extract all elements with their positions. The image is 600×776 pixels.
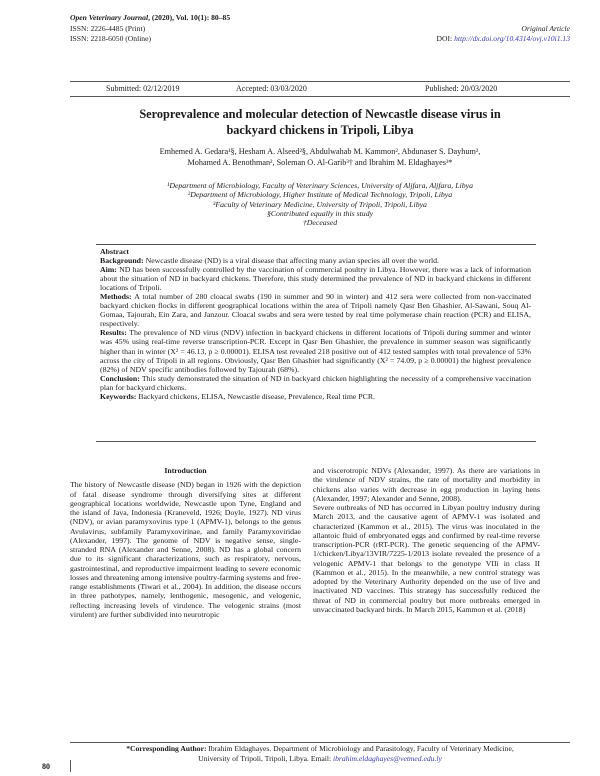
title-line-1: Seroprevalence and molecular detection of Newcastle disease virus in bbox=[139, 107, 501, 121]
journal-citation bbox=[70, 13, 230, 23]
authors-line-1: Emhemed A. Gedara¹§, Hesham A. Alseed²§, Abdulwahab M. Kammon², Abdunaser S. Dayhum², bbox=[159, 147, 481, 156]
deceased-note: †Deceased bbox=[302, 218, 338, 228]
published-date: Published: 20/03/2020 bbox=[425, 84, 498, 93]
affiliations bbox=[70, 181, 570, 227]
issn-online: ISSN: 2218-6050 (Online) bbox=[70, 34, 151, 43]
abstract-results: Results: The prevalence of ND virus (NDV) infection in backyard chickens in different locations of Tripoli during summer and winter was 45% using real-time reverse transcription-PCR. Except in Qasr Ben Ghashier, the prevalence in summer season was significantly higher than in winter (X² = 46.13, p ≥ 0.00001). ELISA test revealed 218 positive out of 412 tested samples with total prevalence of 53% across the city of Tripoli in all regions. Obviously, Qasr Ben Ghashier had significantly (X² = 74.09, p ≥ 0.00001) the highest prevalence (82%) of NDV specific antibodies followed by Tajourah (68%). bbox=[100, 328, 531, 374]
contribution-note: §Contributed equally in this study bbox=[266, 208, 374, 218]
affiliation-3: ³Faculty of Veterinary Medicine, University of Tripoli, Tripoli, Libya bbox=[213, 199, 427, 209]
title-line-2: backyard chickens in Tripoli, Libya bbox=[226, 123, 414, 137]
doi bbox=[437, 34, 570, 44]
abstract-aim: Aim: ND has been successfully controlled by the vaccination of commercial poultry in Libya. However, there was a lack of information about the situation of ND in backyard chickens. Therefore, this study determined the prevalence of ND in backyard chickens in different locations of Tripoli. bbox=[100, 265, 531, 293]
intro-paragraph-2: Severe outbreaks of ND has occurred in Libyan poultry industry during March 2013, and the causative agent of APMV-1 was isolated and characterized (Kammon et al., 2015). The virus was inoculated in the allantoic fluid of embryonated eggs and confirmed by real-time reverse transcription-PCR (rRT-PCR). The genetic sequencing of the APMV-1/chicken/Libya/13VIR/7225-1/2013 isolate revealed the presence of a velogenic APMV-1 that belongs to the genotype VIIi in class II (Kammon et al., 2015). In the meanwhile, a new control strategy was adopted by the Veterinary Authority depended on the use of live and inactivated ND vaccines. This strategy has successfully reduced the threat of ND in commercial poultry but more outbreaks emerged in unvaccinated backyard birds. In March 2015, Kammon et al. (2018) bbox=[313, 503, 540, 614]
abstract-methods: Methods: A total number of 280 cloacal swabs (190 in summer and 90 in winter) and 412 sera were collected from non-vaccinated backyard chicken flocks in different geographical locations within the area of Tripoli namely Qasr Ben Ghashier, Al-Sawani, Souq Al-Gomaa, Tajourah, Ein Zara, and Janzour. Cloacal swabs and sera were tested by real time polymerase chain reaction (PCR) and ELISA, respectively. bbox=[100, 292, 531, 329]
abstract-rule-bottom bbox=[96, 441, 536, 442]
intro-heading: Introduction bbox=[164, 466, 207, 475]
abstract-conclusion: Conclusion: This study demonstrated the situation of ND in backyard chicken highlighting the necessity of a comprehensive vaccination plan for backyard chickens. bbox=[100, 373, 531, 392]
header-rule-top bbox=[70, 81, 570, 82]
intro-paragraph-1: The history of Newcastle disease (ND) began in 1926 with the depiction of fatal disease syndrome through diversifying sites at different geographical locations worldwide, Newcastle upon Tyne, England and the island of Java, Indonesia (Kraneveld, 1926; Doyle, 1927). ND virus (NDV), or avian paramyxovirus type 1 (APMV-1), belongs to the genus Avulavirus, subfamily Paramyxovirinae, and family Paramyxoviridae (Alexander, 1997). The genome of NDV is negative sense, single-stranded RNA (Alexander and Senne, 2008). ND has a global concern due to its significant characterizations, such as respiratory, nervous, gastrointestinal, and reproductive impairment leading to severe economic losses and threatening among intensive poultry-farming systems and free-range establishments (Tiwari et al., 2004). In addition, the disease occurs in three pathotypes, namely, lenthogenic, mesogenic, and velogenic, reflecting increasing levels of virulence. The velogenic strains (most virulent) are further subdivided into neurotropic bbox=[70, 480, 301, 619]
abstract-keywords: Keywords: Backyard chickens, ELISA, Newcastle disease, Prevalence, Real time PCR. bbox=[100, 391, 375, 401]
issn-print: ISSN: 2226-4485 (Print) bbox=[70, 24, 146, 33]
intro-right-column bbox=[313, 466, 540, 614]
intro-paragraph-1-cont: and viscerotropic NDVs (Alexander, 1997). As there are variations in the virulence of NDV strains, the rate of mortality and morbidity in chickens also varies with decrease in egg production in laying hens (Alexander, 1997; Alexander and Senne, 2008). bbox=[313, 466, 540, 503]
page-number: 80 bbox=[42, 762, 50, 771]
abstract-block bbox=[100, 247, 531, 401]
intro-left-column bbox=[70, 466, 301, 619]
footer-rule bbox=[70, 742, 570, 743]
corresponding-author: *Corresponding Author: Ibrahim Eldaghayes. Department of Microbiology and Parasitology, Faculty of Veterinary Medicine, University of Tripoli, Tripoli, Libya. Email: ibrahim.eldaghayes@vetmed.edu.ly bbox=[126, 744, 514, 763]
journal-name: Open Veterinary Journal bbox=[70, 13, 149, 22]
doi-label: DOI: bbox=[436, 34, 455, 43]
author-list bbox=[70, 146, 570, 168]
accepted-date: Accepted: 03/03/2020 bbox=[236, 84, 307, 93]
article-title bbox=[70, 106, 570, 138]
corr-email[interactable]: ibrahim.eldaghayes@vetmed.edu.ly bbox=[332, 754, 442, 763]
article-type: Original Article bbox=[521, 24, 570, 33]
abstract-background: Background: Newcastle disease (ND) is a viral disease that affecting many avian species all over the world. bbox=[100, 256, 440, 266]
abstract-rule-top bbox=[96, 244, 536, 245]
header-rule-bottom bbox=[70, 96, 570, 97]
submitted-date: Submitted: 02/12/2019 bbox=[106, 84, 180, 93]
affiliation-2: ²Department of Microbiology, Higher Institute of Medical Technology, Tripoli, Libya bbox=[187, 190, 453, 200]
authors-line-2: Mohamed A. Benothman², Soleman O. Al-Garib³† and Ibrahim M. Eldaghayes³* bbox=[187, 158, 453, 167]
affiliation-1: ¹Department of Microbiology, Faculty of Veterinary Sciences, University of Aljfara, Aljfara, Libya bbox=[166, 181, 473, 190]
doi-link[interactable]: http://dx.doi.org/10.4314/ovj.v10i1.13 bbox=[454, 34, 570, 43]
page-number-divider bbox=[70, 760, 71, 772]
corr-label: *Corresponding Author: bbox=[126, 744, 207, 753]
abstract-heading: Abstract bbox=[100, 247, 130, 256]
journal-issue: , (2020), Vol. 10(1): 80–85 bbox=[148, 13, 231, 22]
